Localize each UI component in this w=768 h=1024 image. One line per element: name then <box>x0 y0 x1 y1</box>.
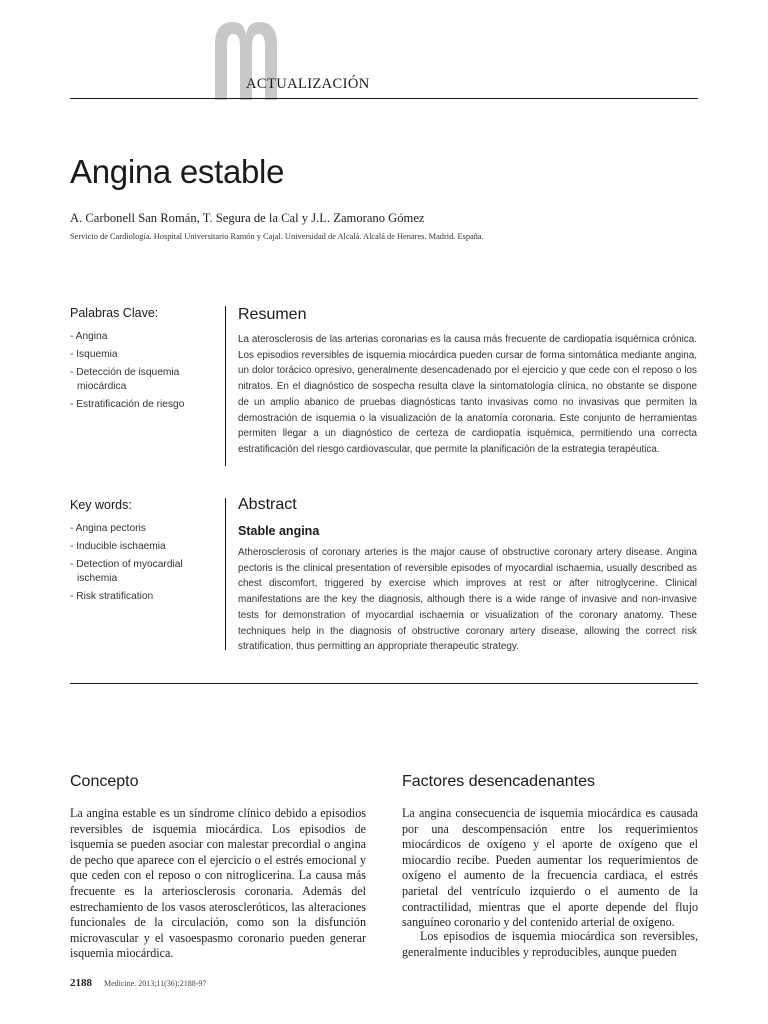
keywords-es-heading: Palabras Clave: <box>70 306 159 320</box>
concepto-heading: Concepto <box>70 773 139 790</box>
keyword-item: - Angina pectoris <box>70 523 146 534</box>
abstract-heading: Abstract <box>238 496 297 513</box>
keyword-item: - Isquemia <box>70 349 118 360</box>
factores-text-1: La angina consecuencia de isquemia miocárdica es causada por una descompensación entre los requerimientos miocárdicos de oxígeno y el aporte de oxígeno que el miocardio recibe. Pueden aumentar los requerimientos de oxígeno el aumento de la frecuencia cardiaca, el estrés parietal del ventrículo izquierdo o el aumento de la contractilidad, mientras que el aporte depende del flujo sanguíneo coronario y del contenido arterial de oxígeno. <box>402 806 698 930</box>
abstract-divider <box>225 498 226 650</box>
affiliation: Servicio de Cardiología. Hospital Universitario Ramón y Cajal. Universidad de Alcalá. Alcalá de Henares. Madrid. España. <box>70 232 484 241</box>
resumen-text: La aterosclerosis de las arterias coronarias es la causa más frecuente de cardiopatía isquémica crónica. Los episodios reversibles de isquemia miocárdica pueden cursar de forma sintomática mediante angina, un dolor torácico opresivo, generalmente desencadenado por el ejercicio y que cede con el reposo o los nitratos. En el diagnóstico de sospecha resulta clave la sintomatología clínica, no obstante se dispone de un amplio abanico de pruebas diagnósticas tanto invasivas como no invasivas que permiten la demostración de isquemia o la visualización de la anatomía coronaria. Este conjunto de herramientas permiten llegar a un diagnóstico de certeza de cardiopatía isquémica, permitiendo una correcta estratificación del riesgo cardiovascular, que permite la planificación de la estrategia terapéutica. <box>238 334 697 455</box>
keyword-item: - Angina <box>70 331 108 342</box>
journal-citation: Medicine. 2013;11(36):2188-97 <box>104 979 207 988</box>
article-title: Angina estable <box>70 153 285 190</box>
abstract-subheading: Stable angina <box>238 524 320 538</box>
abstract-rule <box>70 683 698 684</box>
concepto-text: La angina estable es un síndrome clínico debido a episodios reversibles de isquemia miocárdica. Los episodios de isquemia se pueden asociar con malestar precordial o angina de pecho que aparece con el ejercicio o el estrés emocional y que ceden con el reposo o con nitroglicerina. La causa más frecuente es la arteriosclerosis coronaria. Además del estrechamiento de los vasos ateroscleróticos, las alteraciones funcionales de la circulación, como son la disfunción microvascular y el vasoespasmo coronario pueden generar isquemia miocárdica. <box>70 806 366 961</box>
page-number: 2188 <box>70 977 92 989</box>
keyword-item: - Detection of myocardial ischemia <box>70 559 183 584</box>
keywords-es-list <box>70 330 200 416</box>
factores-heading: Factores desencadenantes <box>402 773 596 790</box>
keyword-item: - Risk stratification <box>70 591 154 602</box>
resumen-heading: Resumen <box>238 306 307 323</box>
keyword-item: - Estratificación de riesgo <box>70 399 185 410</box>
keyword-item: - Inducible ischaemia <box>70 541 166 552</box>
author-list: A. Carbonell San Román, T. Segura de la Cal y J.L. Zamorano Gómez <box>70 211 425 225</box>
abstract-text: Atherosclerosis of coronary arteries is the major cause of obstructive coronary artery disease. Angina pectoris is the clinical presentation of reversible episodes of myocardial ischaemia, usually described as chest discomfort, triggered by exercise which improves at rest or after nitroglycerine. Clinical manifestations are the key the diagnosis, although there is a wide range of invasive and non-invasive tests for demonstration of myocardial ischaemia or visualization of the coronary anatomy. These techniques help in the diagnosis of obstructive coronary artery disease, allowing the correct risk stratification, thus permitting an appropriate therapeutic strategy. <box>238 547 697 653</box>
keywords-en-heading: Key words: <box>70 498 132 512</box>
resumen-divider <box>225 306 226 466</box>
keywords-en-list <box>70 522 200 608</box>
keyword-item: - Detección de isquemia miocárdica <box>70 367 180 392</box>
factores-text-2: Los episodios de isquemia miocárdica son reversibles, generalmente inducibles y reproducibles, aunque pueden <box>402 929 698 959</box>
header-rule <box>70 98 698 99</box>
section-label: ACTUALIZACIÓN <box>246 76 370 92</box>
